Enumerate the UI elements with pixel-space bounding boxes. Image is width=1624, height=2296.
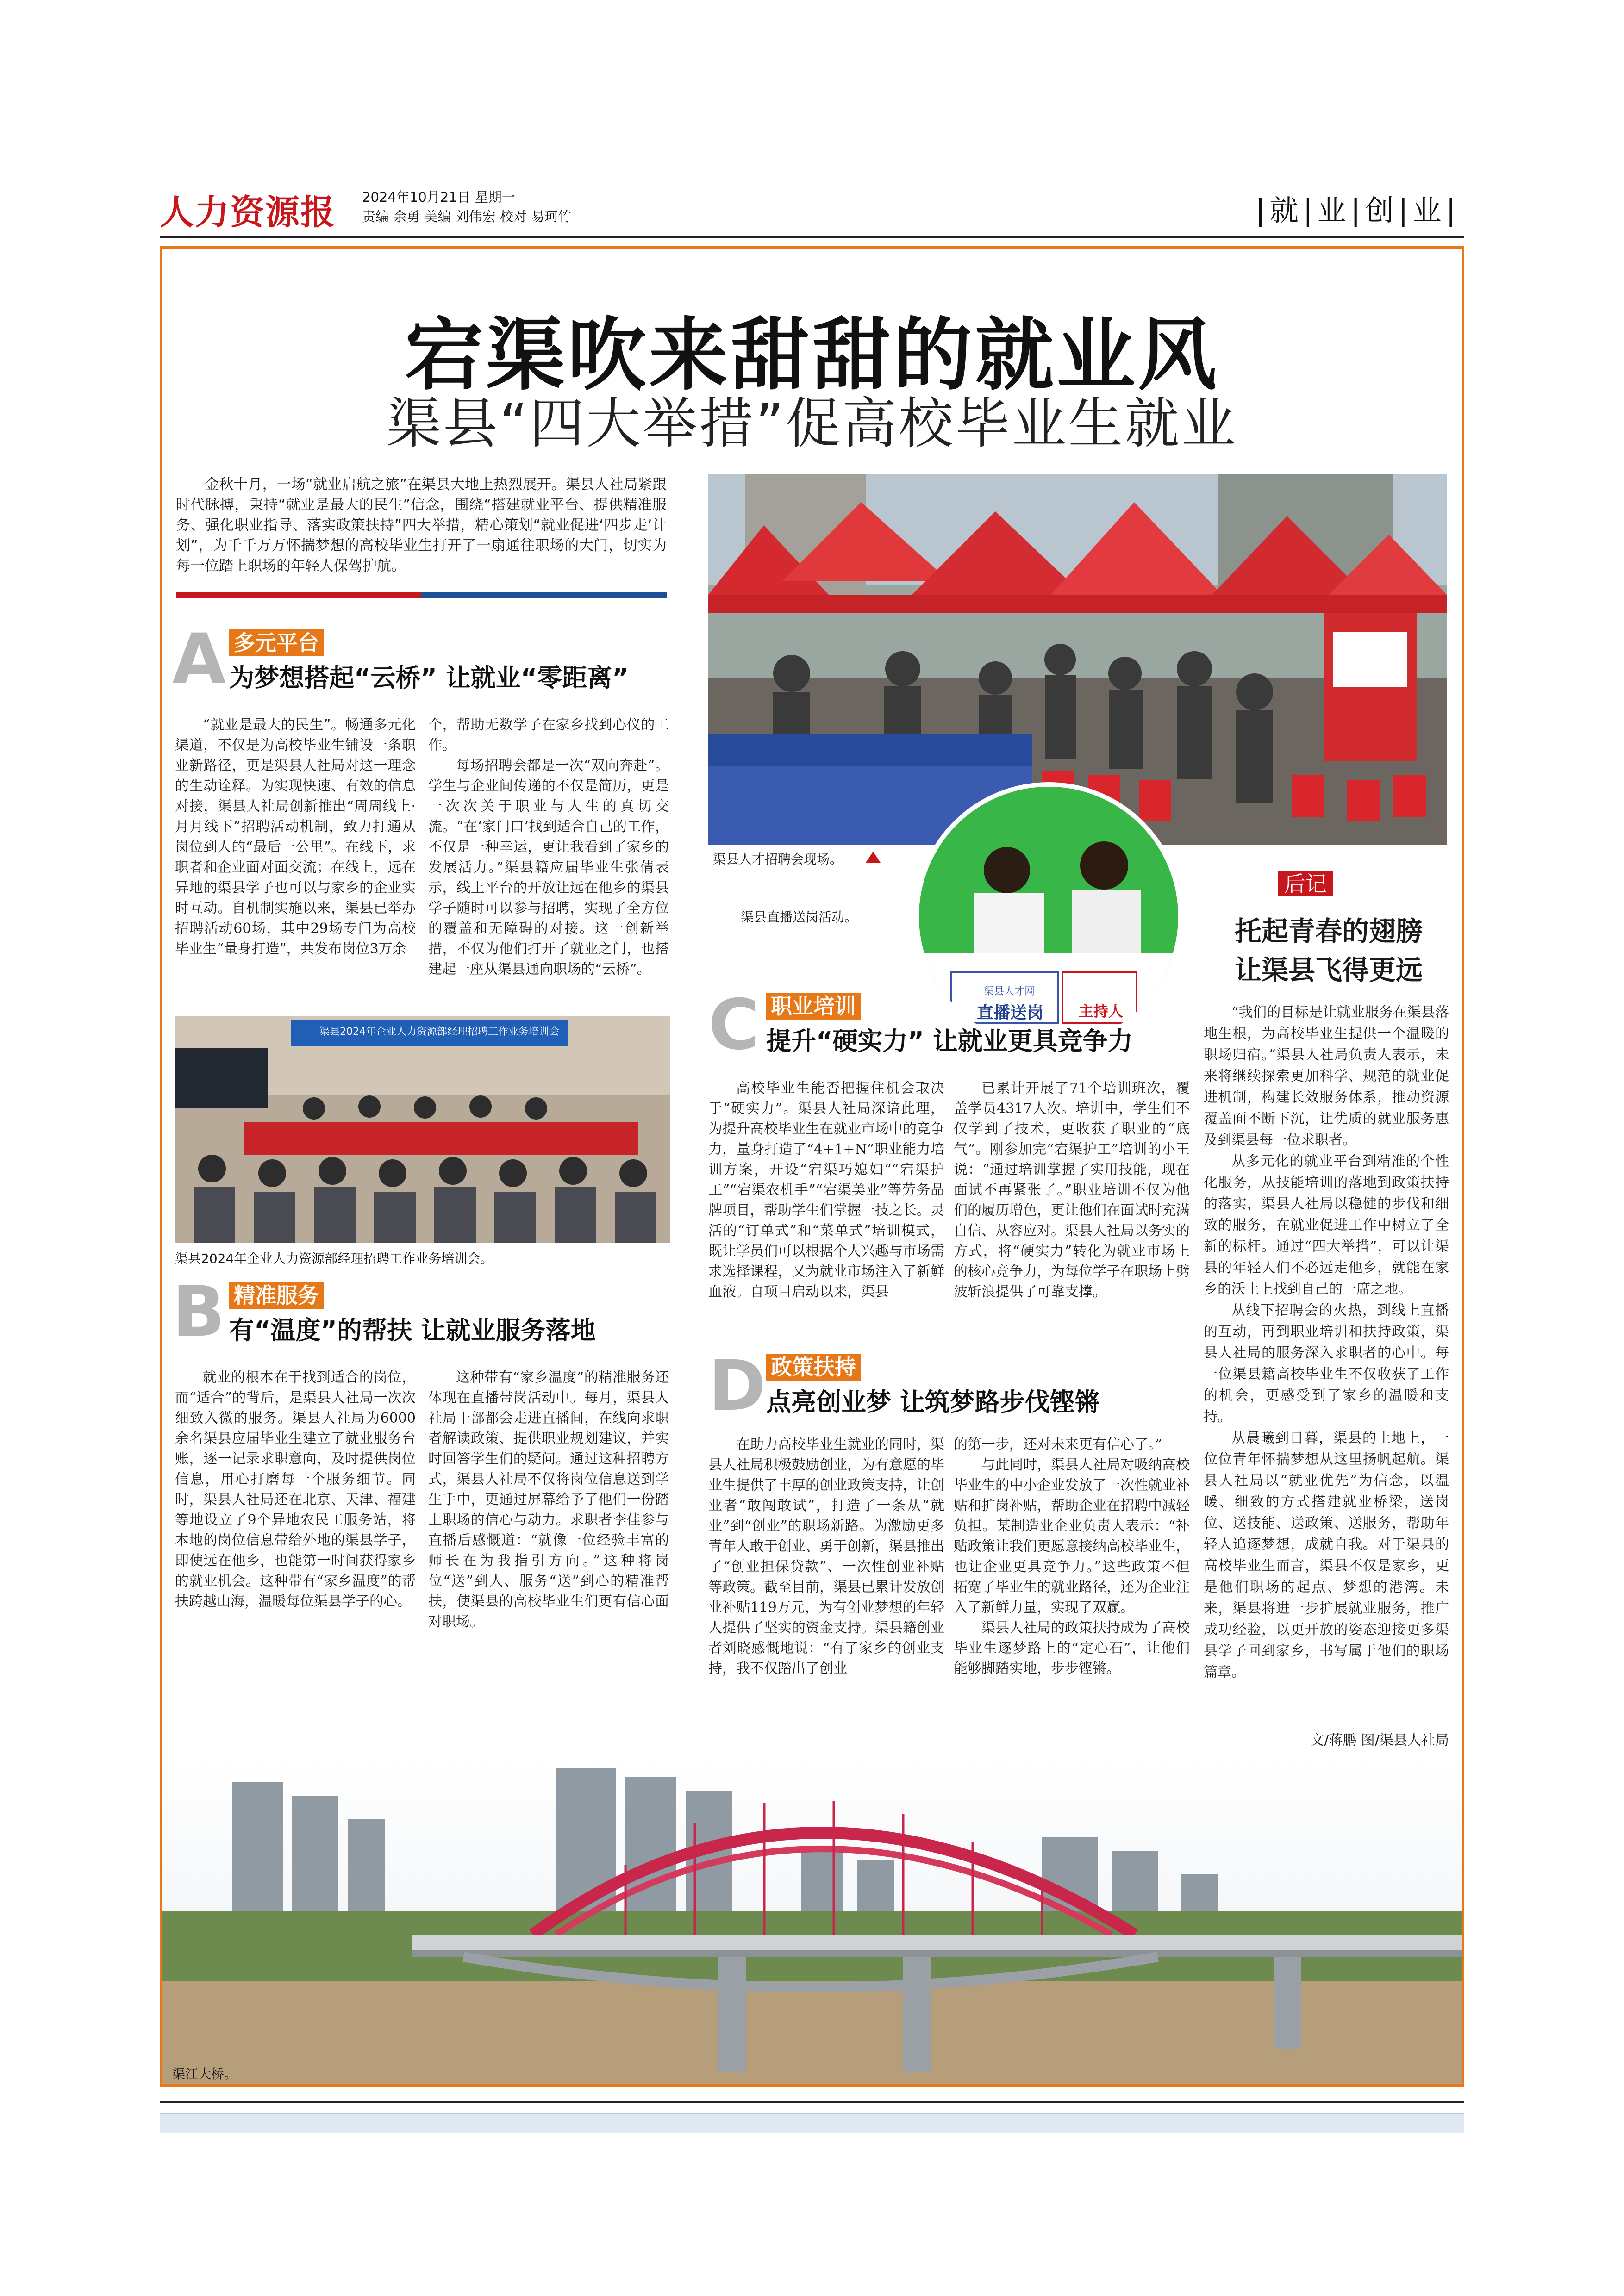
- sub-title: 渠县“四大举措”促高校毕业生就业: [386, 392, 1238, 455]
- section-b-letter: B: [172, 1272, 225, 1352]
- afterword-paragraph: “我们的目标是让就业服务在渠县落地生根，为高校毕业生提供一个温暖的职场归宿。”渠县人社局负责人表示，未来将继续探索更加科学、规范的就业促进机制，构建长效服务体系，推动资源覆盖面不断下沉，让优质的就业服务惠及到渠县每一位求职者。: [1204, 1004, 1449, 1148]
- section-a-column-1: “就业是最大的民生”。畅通多元化渠道，不仅是为高校毕业生铺设一条职业新路径，更是渠县人社局对这一理念的生动诠释。为实现快速、有效的信息对接，渠县人社局创新推出“周周线上·月月线下”招聘活动机制，致力打通从岗位到人的“最后一公里”。在线下，求职者和企业面对面交流；在线上，远在异地的渠县学子也可以与家乡的企业实时互动。自机制实施以来，渠县已举办招聘活动60场，其中29场专门为高校毕业生“量身打造”，共发布岗位3万余: [175, 717, 416, 957]
- section-a-letter: A: [172, 619, 226, 700]
- section-b-header: [229, 1282, 596, 1346]
- section-b-heading: 有“温度”的帮扶 让就业服务落地: [229, 1316, 596, 1345]
- section-a-heading: 为梦想搭起“云桥” 让就业“零距离”: [229, 663, 629, 692]
- byline: 文/蒋鹏 图/渠县人社局: [1310, 1732, 1449, 1748]
- afterword-body: [1204, 1002, 1449, 1683]
- caption-arrow-icon: [866, 852, 881, 863]
- section-c-column-2: 已累计开展了71个培训班次，覆盖学员4317人次。培训中，学生们不仅学到了技术，更收获了职业的“底气”。刚参加完“宕渠护工”培训的小王说：“通过培训掌握了实用技能，现在面试不再紧张了。”职业培训不仅为他们的履历增色，更让他们在面试时充满自信、从容应对。渠县人社局以务实的方式，将“硬实力”转化为就业市场上的核心竞争力，为每位学子在职场上劈波斩浪提供了可靠支撑。: [954, 1080, 1190, 1300]
- section-b-column-2: 这种带有“家乡温度”的精准服务还体现在直播带岗活动中。每月，渠县人社局干部都会走进直播间，在线向求职者解读政策、提供职业规划建议，并实时回答学生们的疑问。通过这种招聘方式，渠县人社局不仅将岗位信息送到学生手中，更通过屏幕给予了他们一份踏上职场的信心与动力。求职者李佳参与直播后感慨道：“就像一位经验丰富的师长在为我指引方向。”这种将岗位“送”到人、服务“送”到心的精准帮扶，使渠县的高校毕业生们更有信心面对职场。: [428, 1369, 669, 1630]
- section-tag: |就|业|创|业|: [1255, 193, 1461, 227]
- section-d-header: [766, 1354, 1100, 1418]
- section-c-heading: 提升“硬实力” 让就业更具竞争力: [766, 1027, 1133, 1056]
- masthead-meta: [362, 187, 571, 226]
- section-a-column-2: [428, 715, 669, 980]
- livestream-caption: 渠县直播送岗活动。: [741, 909, 858, 925]
- section-c-tag: 职业培训: [766, 993, 861, 1020]
- section-c-column-1: 高校毕业生能否把握住机会取决于“硬实力”。渠县人社局深谙此理，为提升高校毕业生在就业市场中的竞争力，量身打造了“4+1+N”职业能力培训方案，开设“宕渠巧媳妇”“宕渠护工”“宕渠农机手”“宕渠美业”等劳务品牌项目，帮助学生们掌握一技之长。灵活的“订单式”和“菜单式”培训模式，既让学员们可以根据个人兴趣与市场需求选择课程，又为就业市场注入了新鲜血液。自项目启动以来，渠县: [708, 1080, 944, 1300]
- section-c-header: [766, 993, 1133, 1057]
- afterword-paragraph: 从晨曦到日暮，渠县的土地上，一位位青年怀揣梦想从这里扬帆起航。渠县人社局以“就业优先”为信念，以温暖、细致的方式搭建就业桥梁，送岗位、送技能、送政策、送服务，帮助年轻人追逐梦想，成就自我。对于渠县的高校毕业生而言，渠县不仅是家乡，更是他们职场的起点、梦想的港湾。未来，渠县将进一步扩展就业服务，推广成功经验，以更开放的姿态迎接更多渠县学子回到家乡，书写属于他们的职场篇章。: [1204, 1430, 1449, 1680]
- section-a-header: [229, 629, 629, 694]
- lead-paragraph: 金秋十月，一场“就业启航之旅”在渠县大地上热烈展开。渠县人社局紧跟时代脉搏，秉持“就业是最大的民生”信念，围绕“搭建就业平台、提供精准服务、强化职业指导、落实政策扶持”四大举措，精心策划“就业促进‘四步走’计划”，为千千万万怀揣梦想的高校毕业生打开了一扇通往职场的大门，切实为每一位踏上职场的年轻人保驾护航。: [176, 476, 667, 574]
- afterword-header: [1278, 870, 1333, 898]
- section-c-letter: C: [708, 985, 760, 1065]
- bridge-caption: 渠江大桥。: [172, 2066, 237, 2082]
- section-d-paragraph: 渠县人社局的政策扶持成为了高校毕业生逐梦路上的“定心石”，让他们能够脚踏实地，步步铿锵。: [954, 1620, 1190, 1677]
- job-fair-caption: 渠县人才招聘会现场。: [713, 852, 843, 867]
- livestream-sign-logo: 渠县人才网: [984, 986, 1035, 997]
- afterword-paragraph: 从线下招聘会的火热，到线上直播的互动，再到职业培训和扶持政策，渠县人社局的服务深入求职者的心中。每一位渠县籍高校毕业生不仅收获了工作的机会，更感受到了家乡的温暖和支持。: [1204, 1302, 1449, 1425]
- afterword-tag: 后记: [1278, 871, 1333, 896]
- livestream-sign-host: 主持人: [1079, 1002, 1124, 1020]
- bottom-band: [160, 2113, 1464, 2133]
- bridge-illustration: [162, 1759, 1462, 2084]
- training-banner-text: 渠县2024年企业人力资源部经理招聘工作业务培训会: [319, 1026, 559, 1038]
- lead-divider-bar: [176, 592, 667, 598]
- section-b-column-1: 就业的根本在于找到适合的岗位，而“适合”的背后，是渠县人社局一次次细致入微的服务。渠县人社局为6000余名渠县应届毕业生建立了就业服务台账，逐一记录求职意向，及时提供岗位信息，用心打磨每一个服务细节。同时，渠县人社局还在北京、天津、福建等地设立了9个异地农民工服务站，将本地的岗位信息带给外地的渠县学子，即使远在他乡，也能第一时间获得家乡的就业机会。这种带有“家乡温度”的帮扶跨越山海，温暖每位渠县学子的心。: [175, 1369, 416, 1610]
- section-b-tag: 精准服务: [229, 1282, 324, 1309]
- afterword-title-line2: 让渠县飞得更远: [1234, 954, 1423, 986]
- section-d-paragraph: 与此同时，渠县人社局对吸纳高校毕业生的中小企业发放了一次性就业补贴和扩岗补贴，帮助企业在招聘中减轻负担。某制造业企业负责人表示：“补贴政策让我们更愿意接纳高校毕业生，也让企业更具竞争力。”这些政策不但拓宽了毕业生的就业路径，还为企业注入了新鲜力量，实现了双赢。: [954, 1457, 1190, 1616]
- editors-line: 责编 余勇 美编 刘伟宏 校对 易珂竹: [362, 209, 572, 224]
- afterword-paragraph: 从多元化的就业平台到精准的个性化服务，从技能培训的落地到政策扶持的落实，渠县人社局以稳健的步伐和细致的服务，在就业促进工作中树立了全新的标杆。通过“四大举措”，可以让渠县的年轻人们不必远走他乡，就能在家乡的沃土上找到自己的一席之地。: [1204, 1153, 1449, 1297]
- afterword-title-line1: 托起青春的翅膀: [1234, 915, 1423, 947]
- section-d-paragraph: 的第一步，还对未来更有信心了。”: [954, 1437, 1162, 1453]
- section-a-paragraph: 个，帮助无数学子在家乡找到心仪的工作。: [428, 717, 669, 753]
- section-d-letter: D: [708, 1346, 766, 1426]
- livestream-sign-main: 直播送岗: [977, 1003, 1044, 1022]
- bridge-photo: [162, 1759, 1462, 2084]
- section-a-paragraph: 每场招聘会都是一次“双向奔赴”。学生与企业间传递的不仅是简历，更是一次次关于职业与人生的真切交流。“在‘家门口’找到适合自己的工作，不仅是一种幸运，更让我看到了家乡的发展活力。”渠县籍应届毕业生张倩表示，线上平台的开放让远在他乡的渠县学子随时可以参与招聘，实现了全方位的覆盖和无障碍的对接。这一创新举措，不仅为他们打开了就业之门，也搭建起一座从渠县通向职场的“云桥”。: [428, 758, 669, 977]
- training-caption: 渠县2024年企业人力资源部经理招聘工作业务培训会。: [175, 1251, 493, 1266]
- bottom-rule: [160, 2101, 1464, 2103]
- section-d-tag: 政策扶持: [766, 1354, 861, 1381]
- training-illustration: [175, 1016, 670, 1243]
- section-a-tag: 多元平台: [229, 629, 324, 656]
- top-rule: [160, 236, 1464, 238]
- section-d-column-2: [954, 1435, 1190, 1679]
- date-line: 2024年10月21日 星期一: [362, 189, 515, 205]
- training-photo: [175, 1016, 670, 1243]
- section-d-column-1: 在助力高校毕业生就业的同时，渠县人社局积极鼓励创业，为有意愿的毕业生提供了丰厚的创业政策支持，让创业者“敢闯敢试”，打造了一条从“就业”到“创业”的职场新路。为激励更多青年人敢于创业、勇于创新，渠县推出了“创业担保贷款”、一次性创业补贴等政策。截至目前，渠县已累计发放创业补贴119万元，为有创业梦想的年轻人提供了坚实的资金支持。渠县籍创业者刘晓感慨地说：“有了家乡的创业支持，我不仅踏出了创业: [708, 1437, 944, 1677]
- main-title: 宕渠吹来甜甜的就业风: [404, 310, 1219, 401]
- newspaper-logo: 人力资源报: [160, 193, 336, 232]
- section-d-heading: 点亮创业梦 让筑梦路步伐铿锵: [766, 1388, 1100, 1417]
- afterword-title: [1204, 912, 1454, 989]
